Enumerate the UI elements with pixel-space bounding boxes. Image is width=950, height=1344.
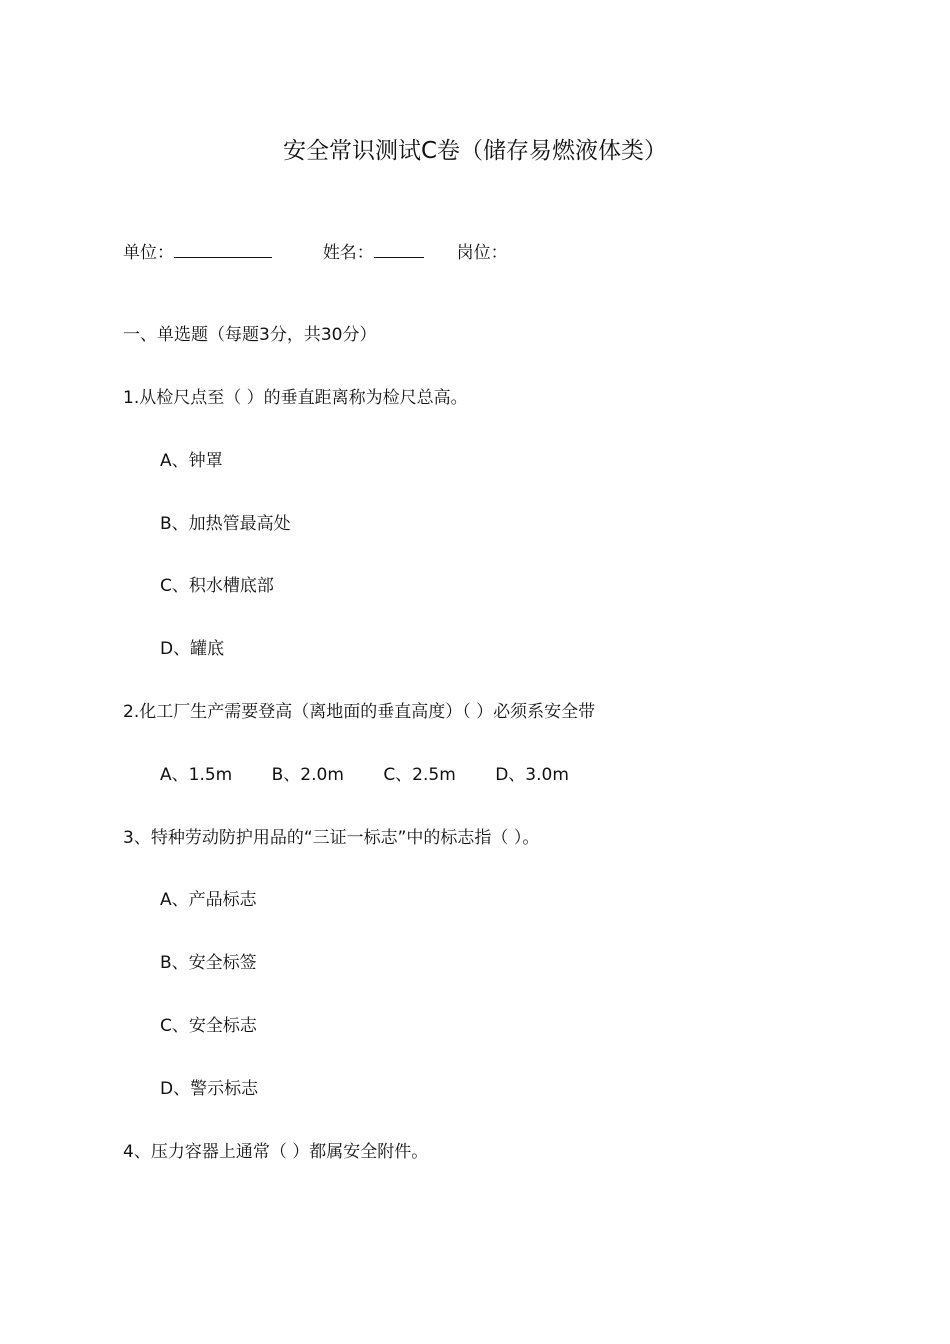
document-title: 安全常识测试C卷（储存易燃液体类） xyxy=(282,138,668,164)
question-2-option-c: C、2.5m xyxy=(383,765,456,785)
info-fields-row xyxy=(123,237,508,265)
unit-blank xyxy=(174,237,272,258)
question-1-option-b: B、加热管最高处 xyxy=(160,514,291,534)
question-3: 3、特种劳动防护用品的“三证一标志”中的标志指（ ）。 xyxy=(123,828,540,848)
name-label: 姓名： xyxy=(322,243,374,263)
question-2-option-a: A、1.5m xyxy=(160,765,233,785)
unit-label: 单位： xyxy=(123,243,174,263)
question-3-option-b: B、安全标签 xyxy=(160,953,257,973)
question-1-option-c: C、积水槽底部 xyxy=(160,576,274,596)
question-2-options-row xyxy=(160,763,603,787)
question-1: 1.从检尺点至（ ）的垂直距离称为检尺总高。 xyxy=(123,388,468,408)
question-3-option-c: C、安全标志 xyxy=(160,1016,257,1036)
question-2-option-d: D、3.0m xyxy=(495,765,569,785)
question-2: 2.化工厂生产需要登高（离地面的垂直高度）（ ）必须系安全带 xyxy=(123,702,596,722)
question-3-option-d: D、警示标志 xyxy=(160,1079,259,1099)
question-1-option-a: A、钟罩 xyxy=(160,451,223,471)
name-blank xyxy=(374,237,424,258)
post-label: 岗位： xyxy=(456,243,508,263)
question-1-option-d: D、罐底 xyxy=(160,639,225,659)
question-2-option-b: B、2.0m xyxy=(271,765,344,785)
question-4: 4、压力容器上通常（ ）都属安全附件。 xyxy=(123,1142,429,1162)
question-3-option-a: A、产品标志 xyxy=(160,890,257,910)
section-heading: 一、单选题（每题3分，共30分） xyxy=(123,325,377,345)
